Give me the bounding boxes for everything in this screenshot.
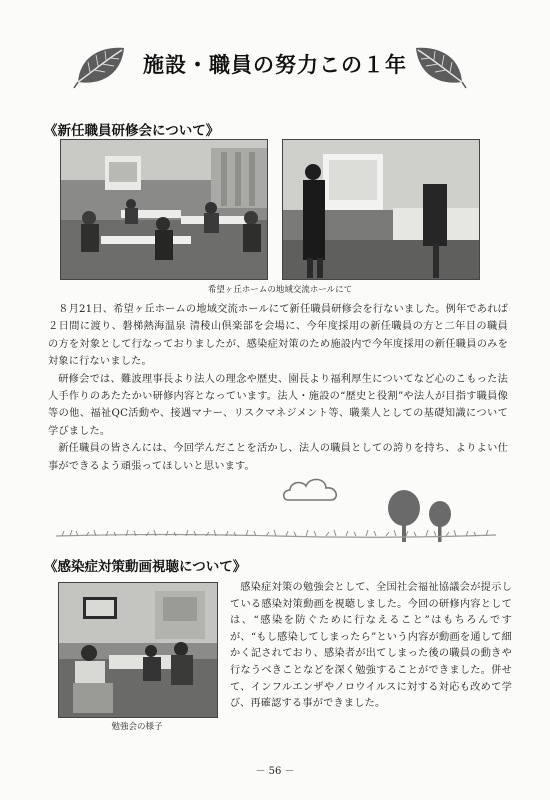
leaf-right-icon <box>412 42 468 92</box>
section2-body <box>230 580 512 713</box>
section1-heading: 《新任職員研修会について》 <box>44 123 220 139</box>
study-session-photo <box>58 582 218 718</box>
section1-paragraph-1: ８月21日、希望ヶ丘ホームの地域交流ホールにて新任職員研修会を行ないました。例年であれば２日間に渡り、磐梯熱海温泉 清稜山倶楽部を会場に、今年度採用の新任職員の方と二年目の職員の方を対象として行なっておりましたが、感染症対策のため施設内で今年度採用の新任職員のみを対象に行ないました。 <box>48 304 508 368</box>
page-title: 施設・職員の努力この１年 <box>143 53 407 77</box>
section2-photo-caption: 勉強会の様子 <box>111 722 163 732</box>
training-room-photo <box>60 139 268 280</box>
page-number: － 56 － <box>255 766 295 777</box>
section2-heading: 《感染症対策動画視聴について》 <box>44 559 247 575</box>
section2-paragraph: 感染症対策の勉強会として、全国社会福祉協議会が提示している感染対策動画を視聴しました。今回の研修内容としては、“感染を防ぐために行なえること”はもちろんですが、“もし感染してしまったら”という内容が動画を通して細かく記されており、感染者が出てしまった後の職員の動きや行なうべきことなどを深く勉強することができました。併せて、インフルエンザやノロウイルスに対する対応も改めて学び、再確認する事ができました。 <box>230 582 512 710</box>
grass-divider-icon <box>56 520 496 542</box>
section1-paragraph-2: 研修会では、難波理事長より法人の理念や歴史、園長より福利厚生についてなど心のこもった法人手作りのあたたかい研修内容となっています。法人・施設の“歴史と役割”や法人が目指す職員像等の他、福祉QC活動や、接遇マナー、リスクマネジメント等、職業人としての基礎知識について学びました。 <box>48 373 508 437</box>
training-presentation-photo <box>282 139 480 280</box>
section1-paragraph-3: 新任職員の皆さんには、今回学んだことを活かし、法人の職員としての誇りを持ち、よりよい仕事ができるよう頑張ってほしいと思います。 <box>48 443 508 472</box>
section1-body <box>48 301 508 475</box>
cloud-icon <box>280 472 344 506</box>
section1-photo-caption: 希望ヶ丘ホームの地域交流ホールにて <box>207 285 353 295</box>
